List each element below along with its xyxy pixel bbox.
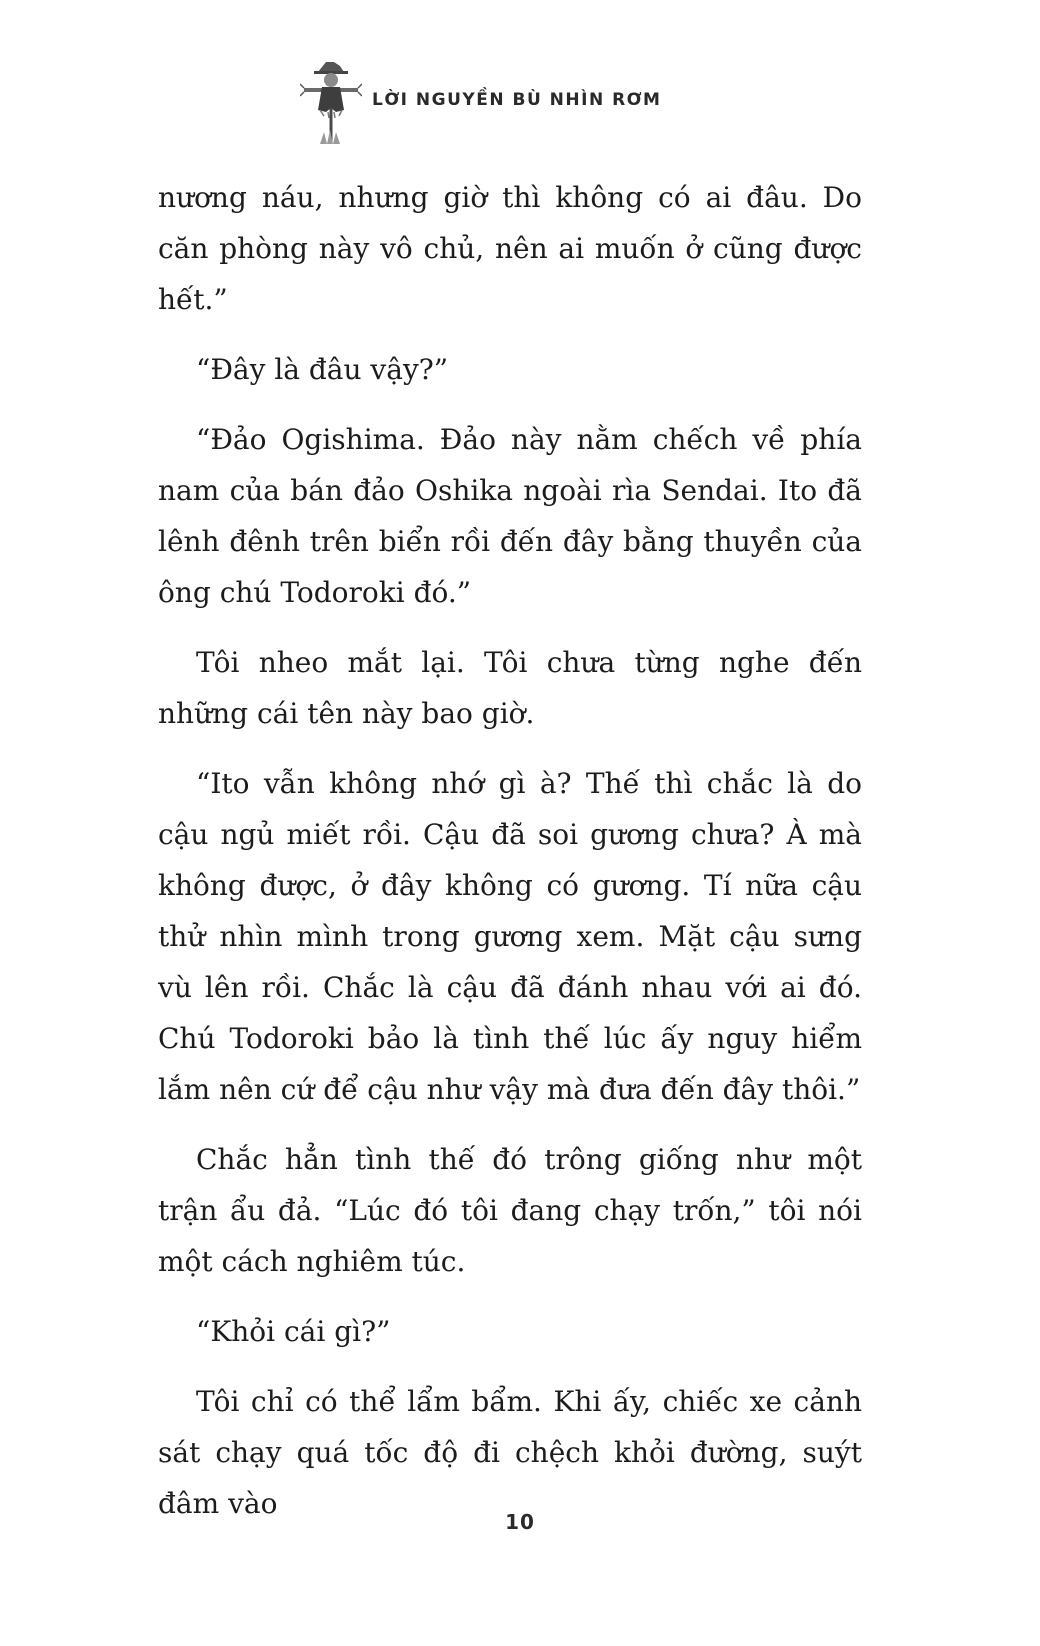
body-text — [158, 172, 862, 1548]
paragraph: “Đây là đâu vậy?” — [196, 353, 449, 386]
paragraph: Tôi nheo mắt lại. Tôi chưa từng nghe đến những cái tên này bao giờ. — [158, 646, 862, 730]
paragraph: “Ito vẫn không nhớ gì à? Thế thì chắc là do cậu ngủ miết rồi. Cậu đã soi gương chưa? À mà không được, ở đây không có gương. Tí nữa cậu thử nhìn mình trong gương xem. Mặt cậu sưng vù lên rồi. Chắc là cậu đã đánh nhau với ai đó. Chú Todoroki bảo là tình thế lúc ấy nguy hiểm lắm nên cứ để cậu như vậy mà đưa đến đây thôi.” — [158, 767, 862, 1106]
page-number: 10 — [505, 1510, 535, 1534]
paragraph: “Đảo Ogishima. Đảo này nằm chếch về phía nam của bán đảo Oshika ngoài rìa Sendai. Ito đã lênh đênh trên biển rồi đến đây bằng thuyền của ông chú Todoroki đó.” — [158, 423, 862, 609]
paragraph: Tôi chỉ có thể lẩm bẩm. Khi ấy, chiếc xe cảnh sát chạy quá tốc độ đi chệch khỏi đường, suýt đâm vào — [158, 1385, 862, 1520]
paragraph: Chắc hẳn tình thế đó trông giống như một trận ẩu đả. “Lúc đó tôi đang chạy trốn,” tôi nói một cách nghiêm túc. — [158, 1143, 862, 1278]
scarecrow-icon — [300, 58, 362, 144]
paragraph: “Khỏi cái gì?” — [196, 1315, 391, 1348]
paragraph: nương náu, nhưng giờ thì không có ai đâu. Do căn phòng này vô chủ, nên ai muốn ở cũng được hết.” — [158, 181, 862, 316]
running-header — [300, 58, 800, 144]
running-header-title: LỜI NGUYỀN BÙ NHÌN RƠM — [372, 90, 662, 110]
